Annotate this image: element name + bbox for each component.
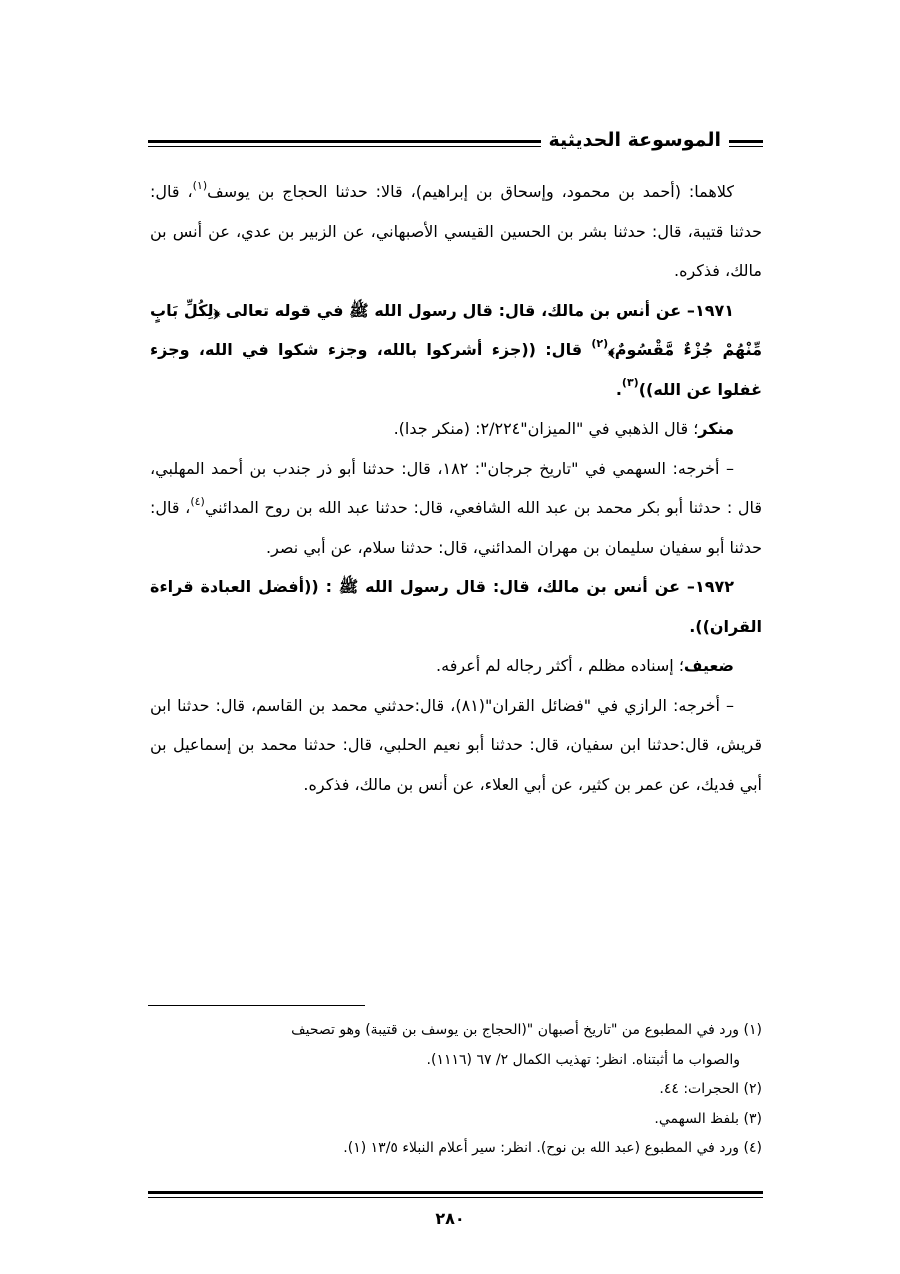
- header-title: الموسوعة الحديثية: [541, 126, 730, 154]
- page-number: ٢٨٠: [435, 1209, 465, 1228]
- footer-rule-thin: [148, 1197, 763, 1198]
- hadith-1971: ١٩٧١– عن أنس بن مالك، قال: قال رسول الله ﷺ في قوله تعالى ﴿لِكُلِّ بَابٍ مِّنْهُمْ جُزْءٌ مَّقْسُومٌ﴾$^{(٢)}$ قال: ((جزء أشركوا بالله، وجزء شكوا في الله، وجزء غفلوا عن الله))$^{(٣)}$.: [150, 300, 762, 399]
- takhrij-1972: – أخرجه: الرازي في "فضائل القران"(٨١)، قال:حدثني محمد بن القاسم، قال: حدثنا ابن قريش، قال:حدثنا ابن سفيان، قال: حدثنا أبو نعيم الحلبي، قال: حدثنا محمد بن إسماعيل بن أبي فديك، عن عمر بن كثير، عن أبي العلاء، عن أنس بن مالك، فذكره.: [150, 695, 762, 794]
- footnotes: [150, 1016, 762, 1164]
- grade-1972: ضعيف؛ إسناده مظلم ، أكثر رجاله لم أعرفه.: [436, 656, 734, 675]
- footnote-2: (٢) الحجرات: ٤٤.: [659, 1081, 762, 1097]
- grade-label: ضعيف: [683, 656, 734, 675]
- footnote-1: (١) ورد في المطبوع من "تاريخ أصبهان "(الحجاج بن يوسف بن قتيبة) وهو تصحيف والصواب ما أثبتناه. انظر: تهذيب الكمال ٢/ ٦٧ (١١١٦).: [291, 1022, 762, 1068]
- footnote-ref-3[interactable]: (٣): [621, 376, 639, 390]
- running-header: [148, 126, 763, 156]
- footnote-ref-1[interactable]: (١): [192, 178, 208, 192]
- grade-1971: منكر؛ قال الذهبي في "الميزان"٢/٢٢٤: (منكر جدا).: [393, 419, 734, 438]
- footnote-3: (٣) بلفظ السهمي.: [654, 1110, 762, 1127]
- footer-rule-thick: [148, 1191, 763, 1194]
- paragraph-chain: كلاهما: (أحمد بن محمود، وإسحاق بن إبراهيم)، قالا: حدثنا الحجاج بن يوسف$^{(١)}$، قال: حدثنا قتيبة، قال: حدثنا بشر بن الحسين القيسي الأصبهاني، عن الزبير بن عدي، عن أنس بن مالك، فذكره.: [150, 178, 762, 280]
- main-text: [150, 172, 762, 804]
- takhrij-1971: – أخرجه: السهمي في "تاريخ جرجان": ١٨٢، قال: حدثنا أبو ذر جندب بن أحمد المهلبي، قال : حدثنا أبو بكر محمد بن عبد الله الشافعي، قال: حدثنا عبد الله بن روح المدائني$^{(٤)}$، قال: حدثنا أبو سفيان سليمان بن مهران المدائني، قال: حدثنا سلام، عن أبي نصر.: [150, 458, 762, 557]
- footnote-ref-4[interactable]: (٤): [190, 494, 205, 508]
- footnote-separator: [148, 1005, 365, 1006]
- footnote-ref-2[interactable]: (٢): [591, 336, 609, 350]
- hadith-1972: ١٩٧٢– عن أنس بن مالك، قال: قال رسول الله ﷺ : ((أفضل العبادة قراءة القران)).: [150, 577, 762, 636]
- footnote-4: (٤) ورد في المطبوع (عبد الله بن نوح). انظر: سير أعلام النبلاء ١٣/٥ (١).: [343, 1140, 762, 1156]
- grade-label: منكر: [698, 419, 734, 438]
